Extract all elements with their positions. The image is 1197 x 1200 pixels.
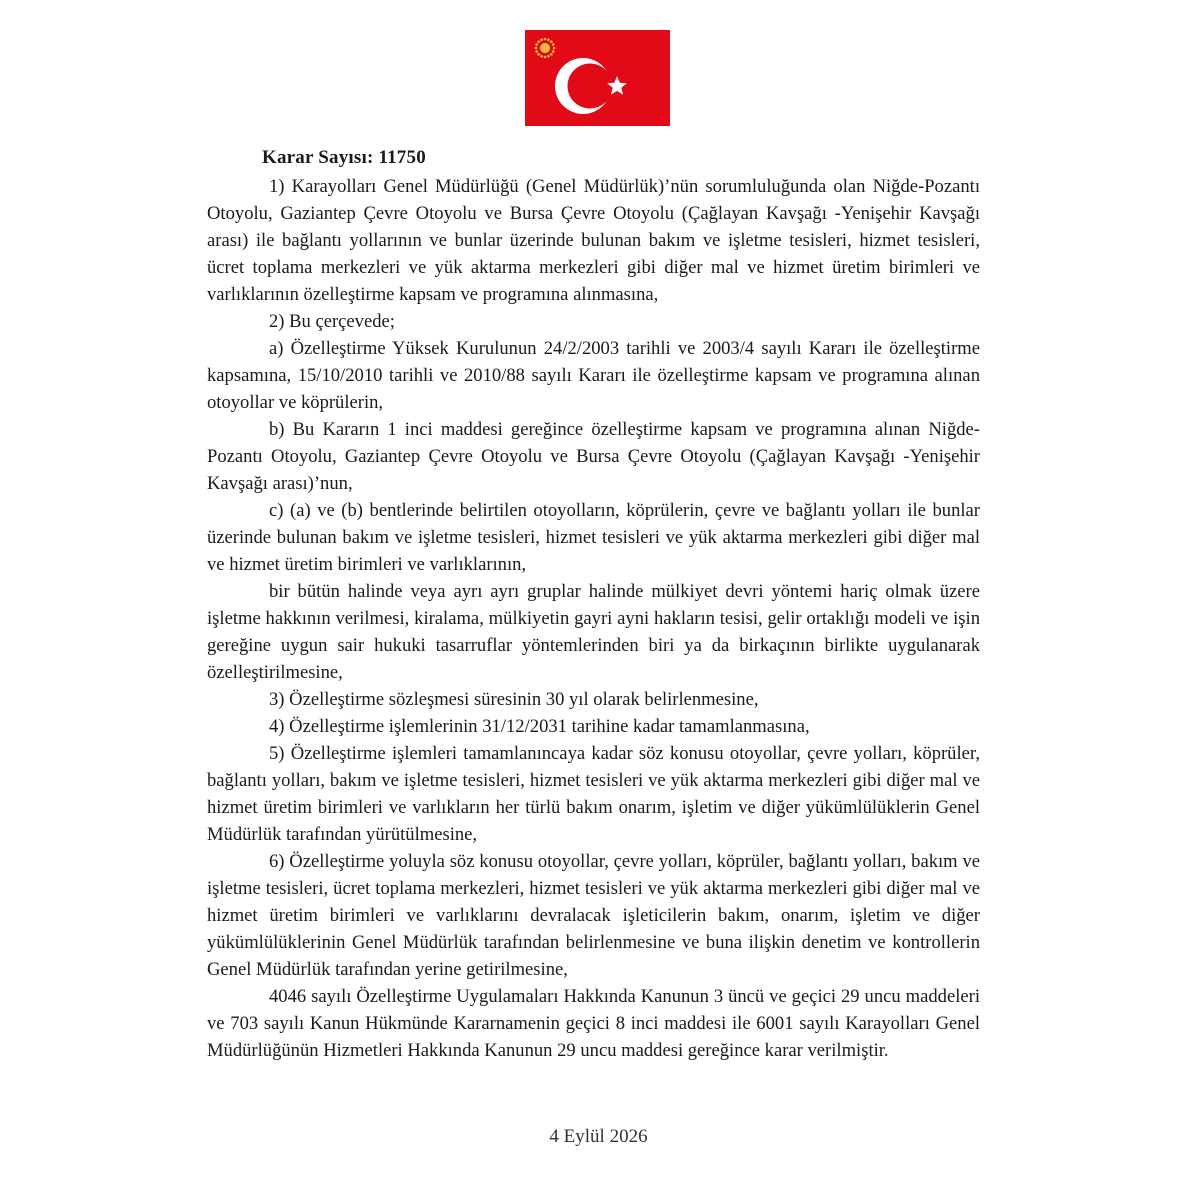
decree-number-title: Karar Sayısı: 11750 [262, 147, 426, 168]
decree-date: 4 Eylül 2026 [549, 1126, 648, 1147]
seal-star [552, 50, 555, 53]
paragraph-2b: b) Bu Kararın 1 inci maddesi gereğince özelleştirme kapsam ve programına alınan Niğde-Pozantı Otoyolu, Gaziantep Çevre Otoyolu ve Bursa Çevre Otoyolu (Çağlayan Kavşağı -Yenişehir Kavşağı arası)’nun, [207, 419, 980, 494]
paragraph-2: 2) Bu çerçevede; [269, 311, 395, 332]
paragraph-1: 1) Karayolları Genel Müdürlüğü (Genel Müdürlük)’nün sorumluluğunda olan Niğde-Pozantı Otoyolu, Gaziantep Çevre Otoyolu ve Bursa Çevre Otoyolu (Çağlayan Kavşağı -Yenişehir Kavşağı arası) ile bağlantı yollarının ve bunlar üzerinde bulunan bakım ve işletme tesisleri, hizmet tesisleri, ücret toplama merkezleri ve yük aktarma merkezleri gibi diğer mal ve hizmet üretim birimleri ve varlıklarının özelleştirme kapsam ve programına alınmasına, [207, 176, 980, 305]
paragraph-2c: c) (a) ve (b) bentlerinde belirtilen otoyolların, köprülerin, çevre ve bağlantı yolları ile bunlar üzerinde bulunan bakım ve işletme tesisleri, hizmet tesisleri ve yük aktarma merkezleri gibi diğer mal ve hizmet üretim birimleri ve varlıklarının, [207, 500, 980, 575]
paragraph-3: 3) Özelleştirme sözleşmesi süresinin 30 yıl olarak belirlenmesine, [269, 689, 759, 710]
seal-star [547, 38, 550, 41]
seal-star [535, 50, 538, 53]
seal-star [544, 38, 547, 41]
seal-star [550, 40, 553, 43]
paragraph-5: 5) Özelleştirme işlemleri tamamlanıncaya kadar söz konusu otoyollar, çevre yolları, köprüler, bağlantı yolları, bakım ve işletme tesisleri, hizmet tesisleri ve yük aktarma merkezleri gibi diğer mal ve hizmet üretim birimleri ve varlıkların her türlü bakım onarım, işletim ve diğer yükümlülüklerin Genel Müdürlük tarafından yürütülmesine, [207, 743, 980, 845]
seal-sun [540, 43, 550, 53]
crescent-inner [568, 64, 613, 109]
paragraph-legal-basis: 4046 sayılı Özelleştirme Uygulamaları Hakkında Kanunun 3 üncü ve geçici 29 uncu maddeleri ve 703 sayılı Kanun Hükmünde Kararnamenin geçici 8 inci maddesi ile 6001 sayılı Karayolları Genel Müdürlüğünün Hizmetleri Hakkında Kanunun 29 uncu maddesi gereğince karar verilmiştir. [207, 986, 980, 1061]
paragraph-4: 4) Özelleştirme işlemlerinin 31/12/2031 tarihine kadar tamamlanmasına, [269, 716, 810, 737]
seal-star [535, 43, 538, 46]
decree-document [207, 144, 980, 1064]
seal-star [537, 53, 540, 56]
seal-star [553, 47, 556, 50]
paragraph-6: 6) Özelleştirme yoluyla söz konusu otoyollar, çevre yolları, köprüler, bağlantı yolları, bakım ve işletme tesisleri, ücret toplama merkezleri, hizmet tesisleri ve yük aktarma merkezleri gibi diğer mal ve hizmet üretim birimleri ve varlıklarını devralacak işleticilerin bakım, onarım, işletim ve diğer yükümlülüklerinin Genel Müdürlük tarafından belirlenmesine ve buna ilişkin denetim ve kontrollerin Genel Müdürlük tarafından yerine getirilmesine, [207, 851, 980, 980]
seal-star [537, 40, 540, 43]
seal-star [552, 43, 555, 46]
seal-star [550, 53, 553, 56]
seal-star [547, 55, 550, 58]
paragraph-method: bir bütün halinde veya ayrı ayrı gruplar halinde mülkiyet devri yöntemi hariç olmak üzere işletme hakkının verilmesi, kiralama, mülkiyetin gayri ayni hakların tesisi, gelir ortaklığı modeli ve işin gereğine uygun sair hukuki tasarruflar yöntemlerinden biri ya da birkaçının birlikte uygulanarak özelleştirilmesine, [207, 581, 980, 683]
seal-star [544, 56, 547, 59]
seal-star [540, 38, 543, 41]
seal-star [535, 47, 538, 50]
turkish-flag-with-presidential-seal-icon [525, 30, 670, 126]
paragraph-2a: a) Özelleştirme Yüksek Kurulunun 24/2/2003 tarihli ve 2003/4 sayılı Kararı ile özelleştirme kapsamına, 15/10/2010 tarihli ve 2010/88 sayılı Kararı ile özelleştirme kapsam ve programına alınan otoyollar ve köprülerin, [207, 338, 980, 413]
seal-star [540, 55, 543, 58]
